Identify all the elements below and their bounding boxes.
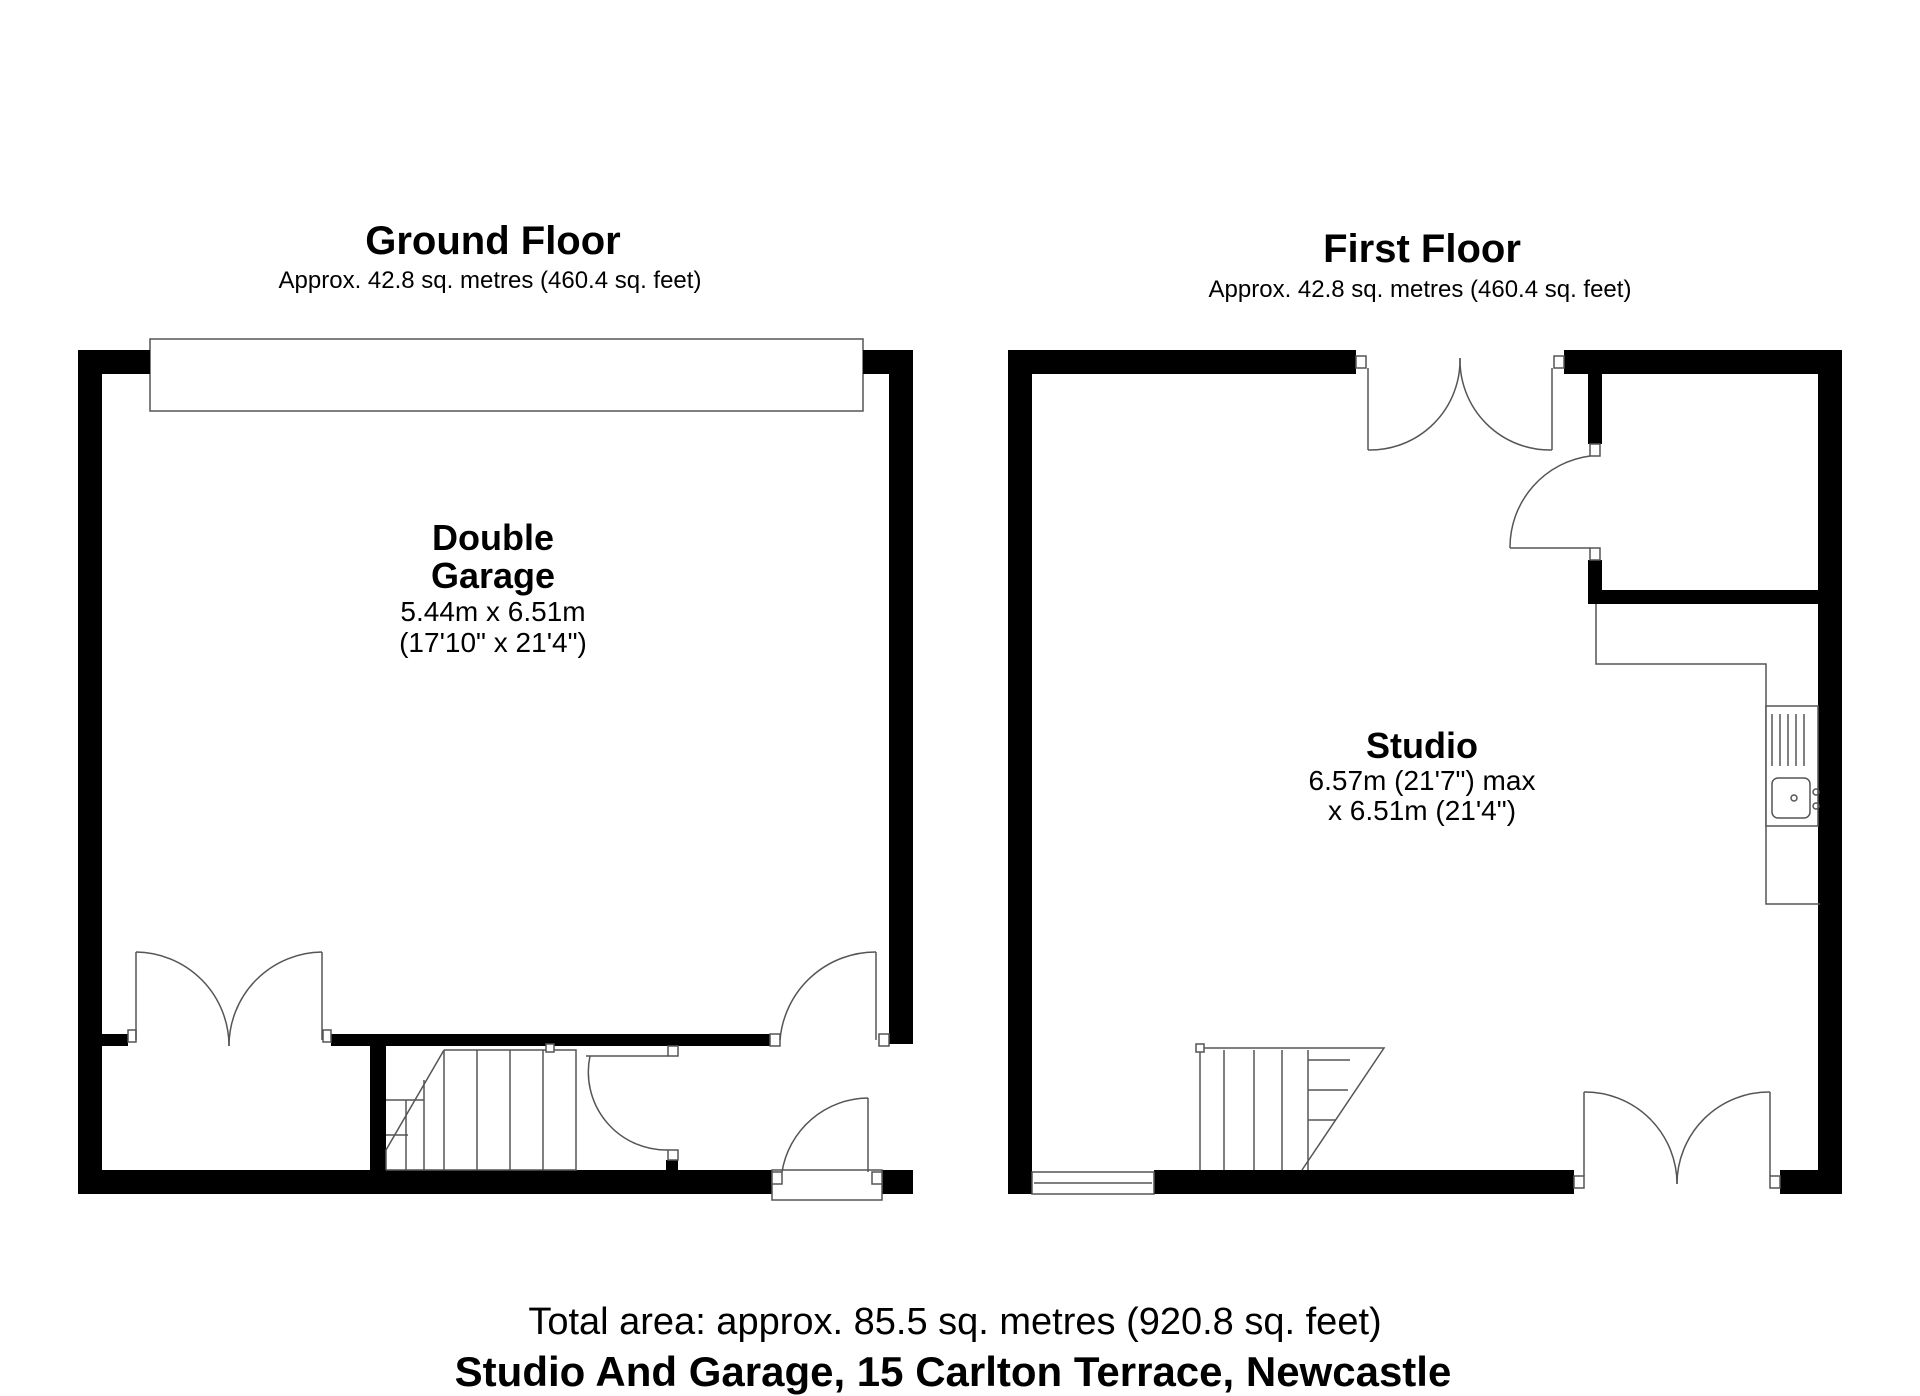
- cupboard-door: [1510, 444, 1600, 560]
- door-hall: [770, 952, 889, 1046]
- ground-floor-walls: [78, 350, 913, 1194]
- ground-floor-title: Ground Floor: [365, 219, 621, 263]
- double-door-top: [1356, 356, 1564, 450]
- ground-floor-plan: [78, 219, 913, 1200]
- studio-dimensions: 6.57m (21'7") max: [1308, 765, 1536, 796]
- garage-label: Double: [432, 517, 554, 558]
- garage-label-2: Garage: [430, 555, 556, 596]
- kitchen-counter: [1596, 604, 1820, 904]
- double-door-bottom: [1574, 1092, 1780, 1188]
- first-floor-area: Approx. 42.8 sq. metres (460.4 sq. feet): [1208, 276, 1632, 303]
- ground-floor-area: Approx. 42.8 sq. metres (460.4 sq. feet): [278, 267, 702, 294]
- garage-door: [150, 339, 863, 411]
- staircase-ground: [386, 1044, 576, 1170]
- double-door-ground: [128, 952, 331, 1046]
- first-floor-plan: [1008, 227, 1842, 1194]
- first-floor-title: First Floor: [1323, 227, 1521, 271]
- property-address: Studio And Garage, 15 Carlton Terrace, Newcastle: [454, 1348, 1452, 1395]
- window-first-floor: [1032, 1172, 1154, 1194]
- internal-door-ground: [586, 1046, 678, 1160]
- staircase-first: [1196, 1044, 1384, 1170]
- studio-label: Studio: [1366, 725, 1478, 766]
- garage-dimensions-imperial: (17'10" x 21'4"): [399, 627, 587, 658]
- total-area: Total area: approx. 85.5 sq. metres (920.8 sq. feet): [528, 1301, 1382, 1343]
- studio-dimensions-2: x 6.51m (21'4"): [1327, 795, 1517, 826]
- entrance-door: [772, 1098, 882, 1200]
- garage-dimensions: 5.44m x 6.51m: [400, 596, 586, 627]
